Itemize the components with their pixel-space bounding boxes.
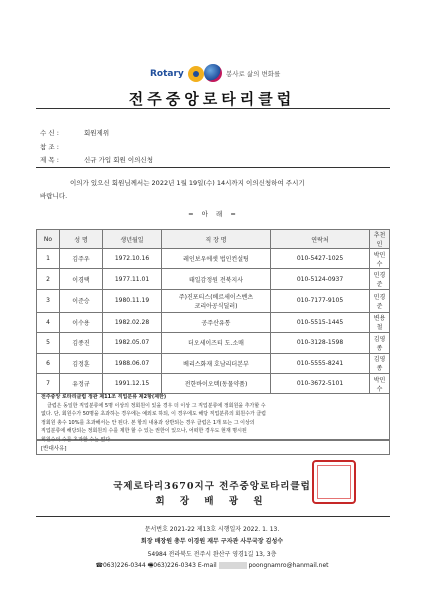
globe-logo-icon: [204, 64, 222, 82]
cell-phone: 010-7177-9105: [271, 289, 370, 312]
cell-referrer: 김영종: [370, 353, 390, 373]
cell-workplace: 더오세이즈티 도.소매: [162, 333, 271, 353]
table-row: [37, 333, 390, 353]
footer-email[interactable]: poongnamro@hanmail.net: [248, 562, 329, 569]
footer-address: 54984 전라북도 전주시 완산구 영경1길 13, 3층: [147, 551, 277, 558]
cell-no: 6: [37, 353, 60, 373]
cell-phone: 010-5515-1445: [271, 312, 370, 332]
cell-workplace-line2: 코리아공식딜러): [194, 302, 238, 310]
cell-referrer: 민경준: [370, 289, 390, 312]
cc-key: 참 조 :: [40, 143, 59, 151]
header-divider: [36, 108, 390, 109]
official-seal-stamp: [312, 460, 356, 504]
cell-name: 김종진: [60, 333, 103, 353]
bylaw-line-2: 없다. 단, 회원수가 50명을 초과하는 경우에는 예외로 하되, 이 경우에도 해당 직업분류의 회원수가 클럽: [41, 411, 266, 418]
footer-fax: 🖷063)226-0343 E-mail: [147, 562, 217, 569]
cell-phone: 010-5555-8241: [271, 353, 370, 373]
recipient-value: 회원제위: [84, 129, 110, 137]
col-name: 성 명: [60, 230, 103, 249]
table-row: [37, 269, 390, 289]
bylaw-line-3: 정회원 총수 10%를 초과해서는 안 된다. 본 항의 내용과 상반되는 경우 클럽은 1개 또는 그 이상의: [41, 419, 255, 426]
president-name: 회 장 배 광 원: [155, 496, 269, 507]
cell-referrer: 박민수: [370, 373, 390, 393]
bylaw-line-4: 직업분류에 해당되는 정회원의 수를 제한 할 수 있는 권한이 있으나, 어떠한 경우도 현재 명시된: [41, 428, 247, 435]
footer-contact: [0, 561, 424, 571]
footer-doc-number: 문서번호 2021-22 제13호 시행일자 2022. 1. 13.: [144, 526, 280, 533]
cell-name: 김주우: [60, 249, 103, 269]
cell-no: 2: [37, 269, 60, 289]
cell-birth: 1991.12.15: [103, 373, 162, 393]
cell-phone: 010-5124-0937: [271, 269, 370, 289]
cell-phone: 010-3128-1598: [271, 333, 370, 353]
table-row: [37, 289, 390, 312]
cell-name: 유정규: [60, 373, 103, 393]
body-line-1: 이의가 있으신 회원님께서는 2022년 1월 19일(수) 14시까지 이의신청하여 주시기: [70, 179, 305, 187]
footer-tel: ☎063)226-0344: [95, 562, 146, 569]
bylaw-heading: 전주중앙 로타리클럽 정관 제11조 직업분류 제2항(제한): [41, 394, 167, 400]
body-line-2: 바랍니다.: [40, 192, 68, 200]
redacted-block: [219, 562, 247, 569]
below-heading: = 아 래 =: [188, 210, 236, 218]
rotary-logo: [150, 66, 204, 82]
subject-key: 제 목 :: [40, 156, 59, 164]
cell-birth: 1980.11.19: [103, 289, 162, 312]
col-workplace: 직 장 명: [162, 230, 271, 249]
bylaw-note: [36, 391, 390, 443]
cell-no: 1: [37, 249, 60, 269]
body-paragraph: [40, 177, 390, 189]
cell-name: 이준승: [60, 289, 103, 312]
cell-workplace: [162, 289, 271, 312]
recipient-line: [40, 128, 109, 137]
table-row: [37, 249, 390, 269]
subject-value: 신규 가입 회원 이의신청: [84, 156, 153, 164]
table-row: [37, 312, 390, 332]
cell-workplace: 레인보우에셋 법인컨설팅: [162, 249, 271, 269]
cell-workplace: 공주산유통: [162, 312, 271, 332]
cell-birth: 1972.10.16: [103, 249, 162, 269]
objection-reason-box: [36, 440, 390, 455]
cell-birth: 1982.05.07: [103, 333, 162, 353]
recipient-key: 수 신 :: [40, 129, 59, 137]
cell-referrer: 박민수: [370, 249, 390, 269]
cell-name: 이경택: [60, 269, 103, 289]
club-title: 전주중앙로타리클럽: [128, 90, 296, 108]
cell-referrer: 김영종: [370, 333, 390, 353]
col-birth: 생년월일: [103, 230, 162, 249]
footer-divider: [36, 516, 390, 517]
cell-name: 김정훈: [60, 353, 103, 373]
cell-workplace: 베리스화재 호남리더본부: [162, 353, 271, 373]
body-line-2-wrap: [40, 190, 390, 202]
subject-line: [40, 155, 153, 164]
col-no: No: [37, 230, 60, 249]
bylaw-line-1: 클럽은 동일한 직업분류에 5명 이상의 정회원이 있을 경우 더 이상 그 직업분류에 정회원을 추가할 수: [47, 402, 266, 409]
footer-officers: [0, 536, 424, 545]
cell-phone: 010-3672-5101: [271, 373, 370, 393]
cell-workplace: 태일감정원 전북지사: [162, 269, 271, 289]
cell-workplace-line1: 주)진포티스(베르세이스벤츠: [178, 293, 254, 301]
cell-workplace: 전한바이오텍(동물약품): [162, 373, 271, 393]
cell-no: 7: [37, 373, 60, 393]
cell-birth: 1982.02.28: [103, 312, 162, 332]
table-row: [37, 353, 390, 373]
cell-phone: 010-5427-1025: [271, 249, 370, 269]
candidate-table: [36, 229, 390, 394]
footer-officers-text: 회장 배장원 총무 이경원 재무 구자관 사무국장 김성수: [140, 538, 284, 545]
cell-no: 5: [37, 333, 60, 353]
rotary-wheel-icon: [188, 66, 204, 82]
issuer-name: 국제로타리3670지구 전주중앙로타리클럽: [113, 481, 311, 492]
cell-name: 이수용: [60, 312, 103, 332]
cell-birth: 1977.11.01: [103, 269, 162, 289]
col-phone: 연락처: [271, 230, 370, 249]
cell-no: 3: [37, 289, 60, 312]
table-header-row: [37, 230, 390, 249]
objection-reason-label: [반대사유]: [41, 446, 67, 452]
cell-referrer: 변용철: [370, 312, 390, 332]
theme-tagline: 봉사로 삶의 변화를: [226, 70, 281, 78]
cell-no: 4: [37, 312, 60, 332]
cc-line: [40, 142, 84, 151]
cell-referrer: 민경준: [370, 269, 390, 289]
cell-birth: 1988.06.07: [103, 353, 162, 373]
address-divider: [36, 167, 390, 168]
bylaw-line-5: 회원수의 수를 초과할 수는 없다.: [41, 436, 112, 443]
col-referrer: 추천인: [370, 230, 390, 249]
rotary-wordmark: Rotary: [150, 69, 184, 79]
